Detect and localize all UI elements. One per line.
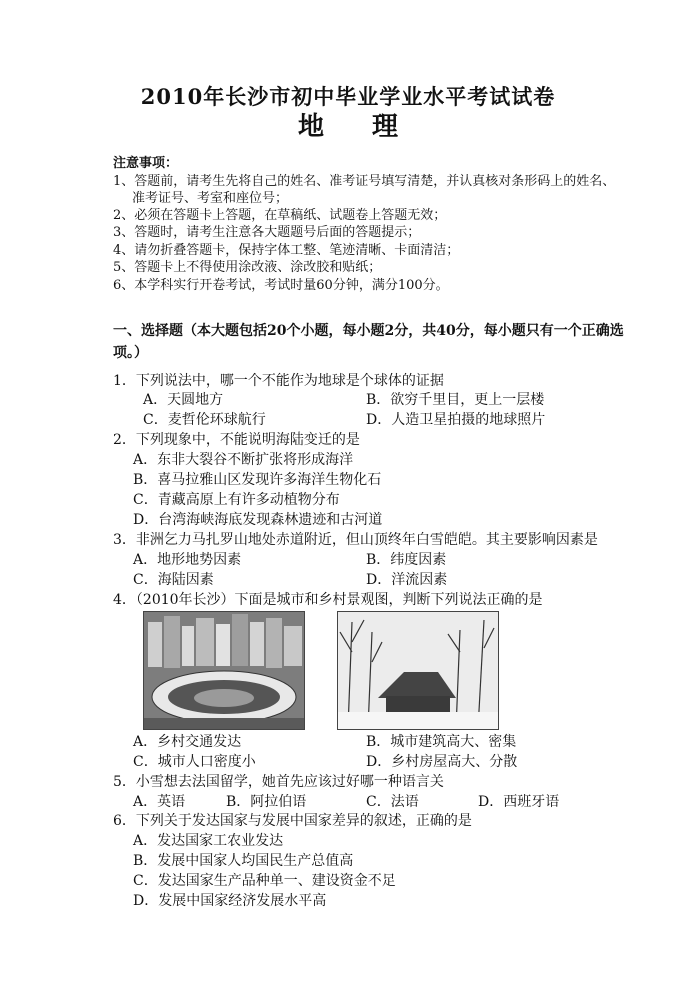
q5-option-b: B．阿拉伯语 [226, 794, 307, 810]
q1-option-c: C．麦哲伦环球航行 [143, 412, 266, 428]
notice-item-1b: 准考证号、考室和座位号； [132, 191, 289, 206]
q2-option-a: A．东非大裂谷不断扩张将形成海洋 [133, 452, 354, 468]
q1-option-a: A．天圆地方 [143, 392, 224, 408]
notice-item-5: 5、答题卡上不得使用涂改液、涂改胶和贴纸； [113, 260, 382, 275]
subject-char-1: 地 [297, 112, 324, 142]
q6-option-b: B．发展中国家人均国民生产总值高 [133, 853, 354, 869]
notice-item-1: 1、答题前，请考生先将自己的姓名、准考证号填写清楚，并认真核对条形码上的姓名、 [113, 174, 616, 189]
village-snow-illustration [338, 612, 498, 729]
question-6-stem: 6．下列关于发达国家与发展中国家差异的叙述，正确的是 [113, 813, 472, 829]
subject-title [0, 112, 696, 142]
q6-option-a: A．发达国家工农业发达 [133, 833, 284, 849]
question-3-stem: 3．非洲乞力马扎罗山地处赤道附近，但山顶终年白雪皑皑。其主要影响因素是 [113, 532, 598, 548]
village-landscape-image [337, 611, 499, 730]
section-heading: 一、选择题（本大题包括20个小题，每小题2分，共40分，每小题只有一个正确选 [113, 323, 624, 339]
q3-option-d: D．洋流因素 [366, 572, 448, 588]
q4-option-a: A．乡村交通发达 [133, 734, 242, 750]
q3-option-c: C．海陆因素 [133, 572, 214, 588]
q2-option-c: C．青藏高原上有许多动植物分布 [133, 492, 340, 508]
q3-option-b: B．纬度因素 [366, 552, 447, 568]
notice-heading: 注意事项： [113, 156, 179, 171]
q3-option-a: A．地形地势因素 [133, 552, 242, 568]
notice-item-6: 6、本学科实行开卷考试，考试时量60分钟，满分100分。 [113, 278, 449, 293]
q6-option-d: D．发展中国家经济发展水平高 [133, 893, 327, 909]
question-1-stem: 1．下列说法中，哪一个不能作为地球是个球体的证据 [113, 373, 444, 389]
notice-item-4: 4、请勿折叠答题卡，保持字体工整、笔迹清晰、卡面清洁； [113, 243, 460, 258]
subject-char-2: 理 [372, 112, 399, 142]
q2-option-b: B．喜马拉雅山区发现许多海洋生物化石 [133, 472, 382, 488]
question-4-stem: 4．（2010年长沙）下面是城市和乡村景观图，判断下列说法正确的是 [113, 592, 543, 608]
city-stadium-illustration [144, 612, 304, 729]
exam-title: 2010年长沙市初中毕业学业水平考试试卷 [140, 84, 556, 109]
q5-option-d: D．西班牙语 [478, 794, 560, 810]
q4-option-d: D．乡村房屋高大、分散 [366, 754, 518, 770]
q4-option-c: C．城市人口密度小 [133, 754, 256, 770]
question-2-stem: 2．下列现象中，不能说明海陆变迁的是 [113, 432, 360, 448]
notice-item-2: 2、必须在答题卡上答题，在草稿纸、试题卷上答题无效； [113, 208, 447, 223]
q5-option-a: A．英语 [133, 794, 186, 810]
city-landscape-image [143, 611, 305, 730]
question-5-stem: 5．小雪想去法国留学，她首先应该过好哪一种语言关 [113, 774, 444, 790]
q5-option-c: C．法语 [366, 794, 419, 810]
q2-option-d: D．台湾海峡海底发现森林遗迹和古河道 [133, 512, 383, 528]
notice-item-3: 3、答题时，请考生注意各大题题号后面的答题提示； [113, 225, 421, 240]
section-heading-cont: 项。） [113, 345, 148, 361]
q4-option-b: B．城市建筑高大、密集 [366, 734, 517, 750]
q1-option-d: D．人造卫星拍摄的地球照片 [366, 412, 546, 428]
q6-option-c: C．发达国家生产品种单一、建设资金不足 [133, 873, 396, 889]
q1-option-b: B．欲穷千里目，更上一层楼 [366, 392, 545, 408]
